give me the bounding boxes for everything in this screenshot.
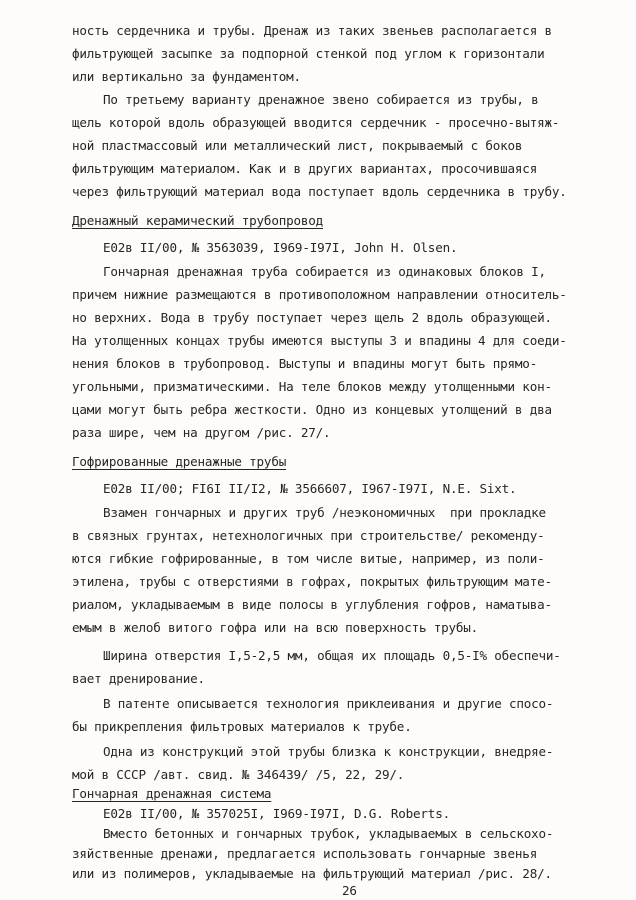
text-line: угольными, призматическими. На теле блоков между утолщенными кон- — [72, 379, 552, 394]
text-line: цами могут быть ребра жесткости. Одно из концевых утолщений в два — [72, 402, 552, 417]
text-line: фильтрующей засыпке за подпорной стенкой под углом к горизонтали — [72, 46, 545, 61]
text-line: Взамен гончарных и других труб /неэкономичных при прокладке — [103, 505, 546, 520]
text-line: Ширина отверстия I,5-2,5 мм, общая их площадь 0,5-I% обеспечи- — [103, 648, 561, 663]
text-line: или из полимеров, укладываемые на фильтрующий материал /рис. 28/. — [72, 866, 552, 881]
text-line: На утолщенных концах трубы имеются выступы 3 и впадины 4 для соеди- — [72, 333, 567, 348]
section-heading: Гончарная дренажная система — [72, 786, 272, 801]
section-heading: Гофрированные дренажные трубы — [72, 454, 287, 469]
text-line: но верхних. Вода в трубу поступает через щель 2 вдоль образующей. — [72, 310, 552, 325]
text-line: нения блоков в трубопровод. Выступы и впадины могут быть прямо- — [72, 356, 538, 371]
text-line: зяйственные дренажи, предлагается использовать гончарные звенья — [72, 846, 538, 861]
text-line: щель которой вдоль образующей вводится сердечник - просечно-вытяж- — [72, 115, 560, 130]
text-line: ются гибкие гофрированные, в том числе витые, например, из поли- — [72, 551, 545, 566]
text-line: мой в СССР /авт. свид. № 346439/ /5, 22, 29/. — [72, 767, 405, 782]
patent-reference: Е02в II/00, № 357025I, I969-I97I, D.G. Roberts. — [103, 806, 450, 821]
text-line: вает дренирование. — [72, 671, 205, 686]
text-line: причем нижние размещаются в противоположном направлении относитель- — [72, 287, 567, 302]
text-line: По третьему варианту дренажное звено собирается из трубы, в — [103, 92, 539, 107]
text-line: риалом, укладываемым в виде полосы в углубления гофров, наматыва- — [72, 597, 552, 612]
text-line: бы прикрепления фильтровых материалов к трубе. — [72, 719, 412, 734]
patent-reference: Е02в II/00; FI6I II/I2, № 3566607, I967-I97I, N.E. Sixt. — [103, 481, 517, 496]
text-line: Гончарная дренажная труба собирается из одинаковых блоков I, — [103, 264, 546, 279]
section-heading: Дренажный керамический трубопровод — [72, 213, 323, 228]
patent-reference: Е02в II/00, № 3563039, I969-I97I, John H. Olsen. — [103, 240, 458, 255]
text-line: или вертикально за фундаментом. — [72, 69, 301, 84]
text-line: раза шире, чем на другом /рис. 27/. — [72, 425, 331, 440]
text-line: емым в желоб витого гофра или на всю поверхность трубы. — [72, 620, 479, 635]
text-line: Одна из конструкций этой трубы близка к конструкции, внедряе- — [103, 744, 554, 759]
text-line: ность сердечника и трубы. Дренаж из таких звеньев располагается в — [72, 23, 552, 38]
text-line: Вместо бетонных и гончарных трубок, укладываемых в сельскохо- — [103, 826, 554, 841]
text-line: В патенте описывается технология приклеивания и другие спосо- — [103, 696, 554, 711]
text-line: ной пластмассовый или металлический лист, покрываемый с боков — [72, 138, 523, 153]
text-line: в связных грунтах, нетехнологичных при строительстве/ рекоменду- — [72, 528, 545, 543]
text-line: фильтрующим материалом. Как и в других вариантах, просочившаяся — [72, 161, 538, 176]
text-line: этилена, трубы с отверстиями в гофрах, покрытых фильтрующим мате- — [72, 574, 552, 589]
page-number: 26 — [342, 883, 357, 898]
text-line: через фильтрующий материал вода поступает вдоль сердечника в трубу. — [72, 184, 567, 199]
